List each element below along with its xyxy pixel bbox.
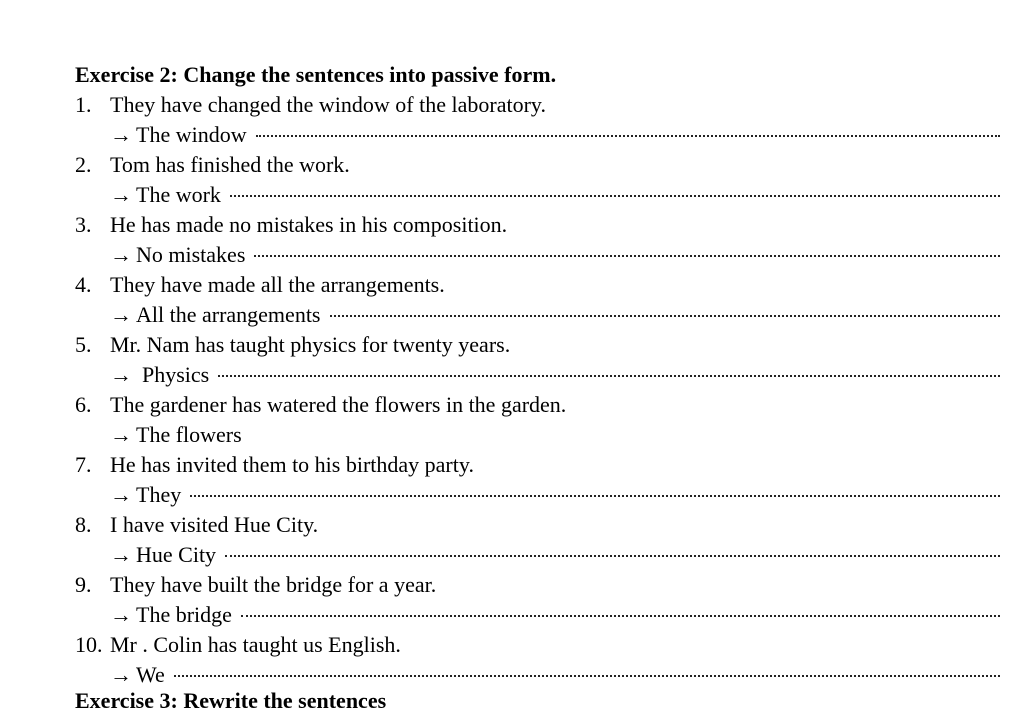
- arrow-icon: →: [110, 242, 132, 267]
- answer-blank[interactable]: [174, 675, 1000, 677]
- answer-blank[interactable]: [218, 375, 1000, 377]
- question-sentence: Mr . Colin has taught us English.: [110, 632, 401, 657]
- answer-prompt: The bridge: [136, 602, 232, 627]
- list-item: [75, 330, 1000, 390]
- answer-line: [75, 540, 1000, 570]
- answer-prompt: They: [136, 482, 182, 507]
- list-item: [75, 150, 1000, 210]
- answer-blank[interactable]: [330, 315, 1001, 317]
- answer-prompt: Physics: [142, 362, 210, 387]
- answer-prompt: All the arrangements: [136, 302, 321, 327]
- item-number: 10.: [75, 632, 103, 657]
- arrow-icon: →: [110, 422, 132, 447]
- question-line: [75, 510, 1000, 540]
- item-number: 8.: [75, 512, 92, 537]
- question-line: [75, 570, 1000, 600]
- question-line: [75, 90, 1000, 120]
- question-sentence: He has invited them to his birthday party.: [110, 452, 474, 477]
- list-item: [75, 630, 1000, 690]
- question-sentence: I have visited Hue City.: [110, 512, 319, 537]
- exercise-title: Exercise 2: Change the sentences into passive form.: [75, 62, 557, 87]
- answer-prompt: The work: [136, 182, 221, 207]
- question-sentence: They have built the bridge for a year.: [110, 572, 437, 597]
- arrow-icon: →: [110, 182, 132, 207]
- question-line: [75, 150, 1000, 180]
- answer-line: [75, 360, 1000, 390]
- question-sentence: Mr. Nam has taught physics for twenty years.: [110, 332, 511, 357]
- list-item: [75, 270, 1000, 330]
- answer-line: [75, 240, 1000, 270]
- answer-blank[interactable]: [241, 615, 1000, 617]
- item-number: 7.: [75, 452, 92, 477]
- arrow-icon: →: [110, 542, 132, 567]
- answer-blank[interactable]: [254, 255, 1000, 257]
- question-line: [75, 630, 1000, 660]
- item-number: 5.: [75, 332, 92, 357]
- question-line: [75, 270, 1000, 300]
- next-exercise-heading: [75, 688, 1000, 713]
- list-item: [75, 510, 1000, 570]
- answer-line: [75, 300, 1000, 330]
- arrow-icon: →: [110, 362, 132, 387]
- arrow-icon: →: [110, 662, 132, 687]
- answer-prompt: The flowers: [136, 422, 242, 447]
- answer-line: [75, 600, 1000, 630]
- question-line: [75, 390, 1000, 420]
- list-item: [75, 570, 1000, 630]
- question-sentence: They have changed the window of the laboratory.: [110, 92, 546, 117]
- question-line: [75, 330, 1000, 360]
- answer-line: [75, 180, 1000, 210]
- item-number: 9.: [75, 572, 92, 597]
- arrow-icon: →: [110, 482, 132, 507]
- item-number: 3.: [75, 212, 92, 237]
- arrow-icon: →: [110, 122, 132, 147]
- list-item: [75, 450, 1000, 510]
- answer-blank[interactable]: [190, 495, 1000, 497]
- answer-prompt: Hue City: [136, 542, 217, 567]
- list-item: [75, 90, 1000, 150]
- item-number: 2.: [75, 152, 92, 177]
- arrow-icon: →: [110, 302, 132, 327]
- question-sentence: The gardener has watered the flowers in the garden.: [110, 392, 567, 417]
- answer-line: [75, 480, 1000, 510]
- answer-blank[interactable]: [256, 135, 1000, 137]
- answer-prompt: No mistakes: [136, 242, 246, 267]
- question-sentence: They have made all the arrangements.: [110, 272, 445, 297]
- arrow-icon: →: [110, 602, 132, 627]
- item-number: 4.: [75, 272, 92, 297]
- question-line: [75, 450, 1000, 480]
- item-number: 1.: [75, 92, 92, 117]
- answer-prompt: We: [136, 662, 165, 687]
- answer-blank[interactable]: [230, 195, 1000, 197]
- item-number: 6.: [75, 392, 92, 417]
- exercise-sheet: [75, 60, 1000, 690]
- answer-prompt: The window: [136, 122, 247, 147]
- answer-line: [75, 120, 1000, 150]
- answer-line: [75, 420, 1000, 450]
- question-sentence: Tom has finished the work.: [110, 152, 350, 177]
- question-sentence: He has made no mistakes in his composition.: [110, 212, 508, 237]
- list-item: [75, 390, 1000, 450]
- answer-line: [75, 660, 1000, 690]
- question-line: [75, 210, 1000, 240]
- answer-blank[interactable]: [225, 555, 1000, 557]
- next-exercise-title: Exercise 3: Rewrite the sentences: [75, 688, 387, 713]
- list-item: [75, 210, 1000, 270]
